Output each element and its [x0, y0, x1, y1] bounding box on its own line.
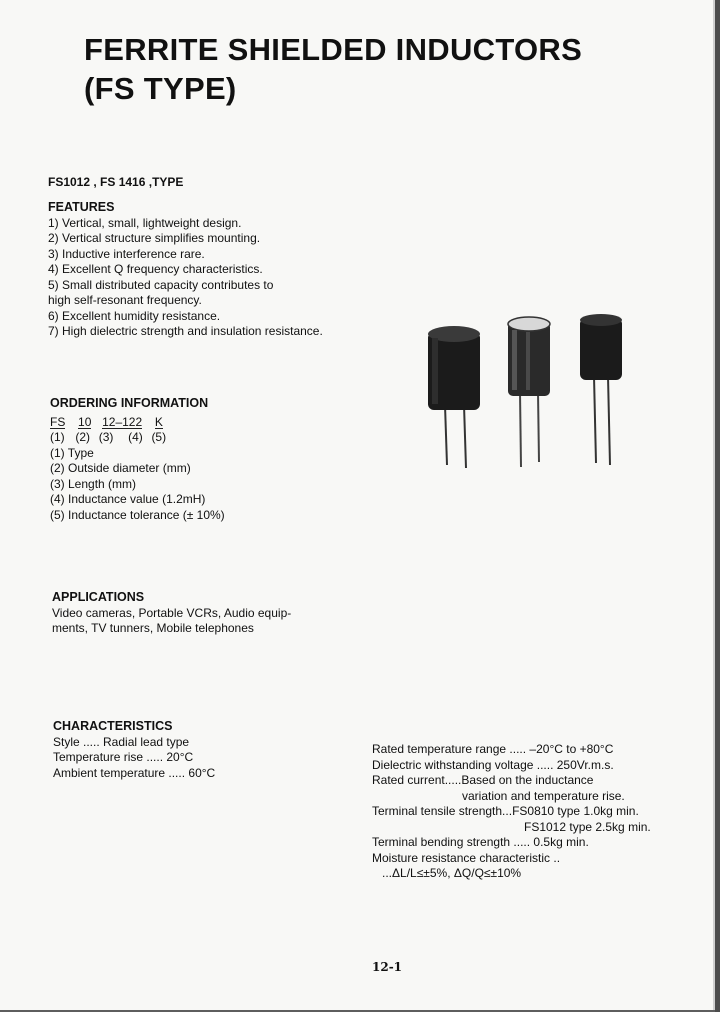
applications-line: ments, TV tunners, Mobile telephones [52, 621, 254, 635]
inductor-large-left [428, 326, 480, 468]
inductor-small-right [580, 314, 622, 465]
code-number: (4) [128, 430, 143, 444]
characteristic-item: Moisture resistance characteristic .. [372, 850, 561, 865]
scrollbar[interactable] [715, 0, 720, 1012]
title-line-2: (FS TYPE) [84, 71, 237, 106]
applications-section [52, 590, 291, 637]
characteristic-item: ...ΔL/L≤±5%, ΔQ/Q≤±10% [382, 866, 522, 880]
characteristic-item: Temperature rise ..... 20°C [53, 750, 194, 764]
characteristic-item: Style ..... Radial lead type [53, 734, 190, 749]
characteristics-right [372, 742, 651, 882]
characteristic-item: variation and temperature rise. [462, 788, 625, 803]
code-diameter: 10 [78, 414, 92, 429]
page-number: 12-1 [372, 960, 403, 974]
feature-item: 6) Excellent humidity resistance. [48, 308, 221, 323]
page-title [84, 30, 582, 108]
feature-item: 2) Vertical structure simplifies mounting. [48, 231, 261, 245]
feature-item: 7) High dielectric strength and insulation resistance. [48, 324, 323, 338]
code-type: FS [50, 414, 66, 429]
ordering-item: (5) Inductance tolerance (± 10%) [50, 507, 225, 522]
code-number-row [50, 430, 225, 446]
feature-item: 3) Inductive interference rare. [48, 246, 205, 261]
characteristic-item: Terminal bending strength ..... 0.5kg min. [372, 835, 589, 849]
inductors-photo [420, 310, 640, 475]
characteristic-item: Rated temperature range ..... –20°C to +80°C [372, 742, 614, 756]
feature-item: 4) Excellent Q frequency characteristics. [48, 262, 263, 276]
ordering-item: (3) Length (mm) [50, 476, 137, 491]
applications-heading: APPLICATIONS [52, 590, 145, 604]
characteristic-item: Dielectric withstanding voltage ..... 250Vr.m.s. [372, 757, 614, 772]
characteristic-item: Terminal tensile strength...FS0810 type 1.0kg min. [372, 804, 639, 818]
type-line: FS1012 , FS 1416 ,TYPE [48, 175, 184, 189]
characteristic-item: Ambient temperature ..... 60°C [53, 765, 216, 780]
code-inductance: –122 [115, 414, 143, 429]
ordering-item: (1) Type [50, 445, 94, 460]
ordering-item: (4) Inductance value (1.2mH) [50, 492, 206, 506]
code-number: (2) [75, 430, 91, 444]
feature-item: high self-resonant frequency. [48, 293, 202, 307]
characteristic-item: FS1012 type 2.5kg min. [524, 819, 651, 834]
code-length: 12 [102, 414, 116, 429]
ordering-heading: ORDERING INFORMATION [50, 396, 209, 410]
title-line-1: FERRITE SHIELDED INDUCTORS [84, 32, 583, 67]
inductor-middle [508, 317, 550, 467]
code-number: (1) [50, 430, 65, 444]
code-number: (3) [98, 430, 114, 444]
code-number: (5) [151, 430, 167, 444]
ordering-section [50, 396, 225, 523]
characteristics-heading: CHARACTERISTICS [53, 719, 173, 733]
ordering-item: (2) Outside diameter (mm) [50, 461, 191, 475]
applications-line: Video cameras, Portable VCRs, Audio equip- [52, 605, 292, 620]
part-code [50, 415, 225, 431]
code-tolerance: K [154, 414, 163, 429]
features-heading: FEATURES [48, 200, 115, 214]
features-section [48, 200, 323, 340]
feature-item: 1) Vertical, small, lightweight design. [48, 215, 242, 230]
characteristics-section [53, 719, 215, 781]
feature-item: 5) Small distributed capacity contributes to [48, 277, 274, 292]
characteristic-item: Rated current.....Based on the inductance [372, 773, 594, 787]
